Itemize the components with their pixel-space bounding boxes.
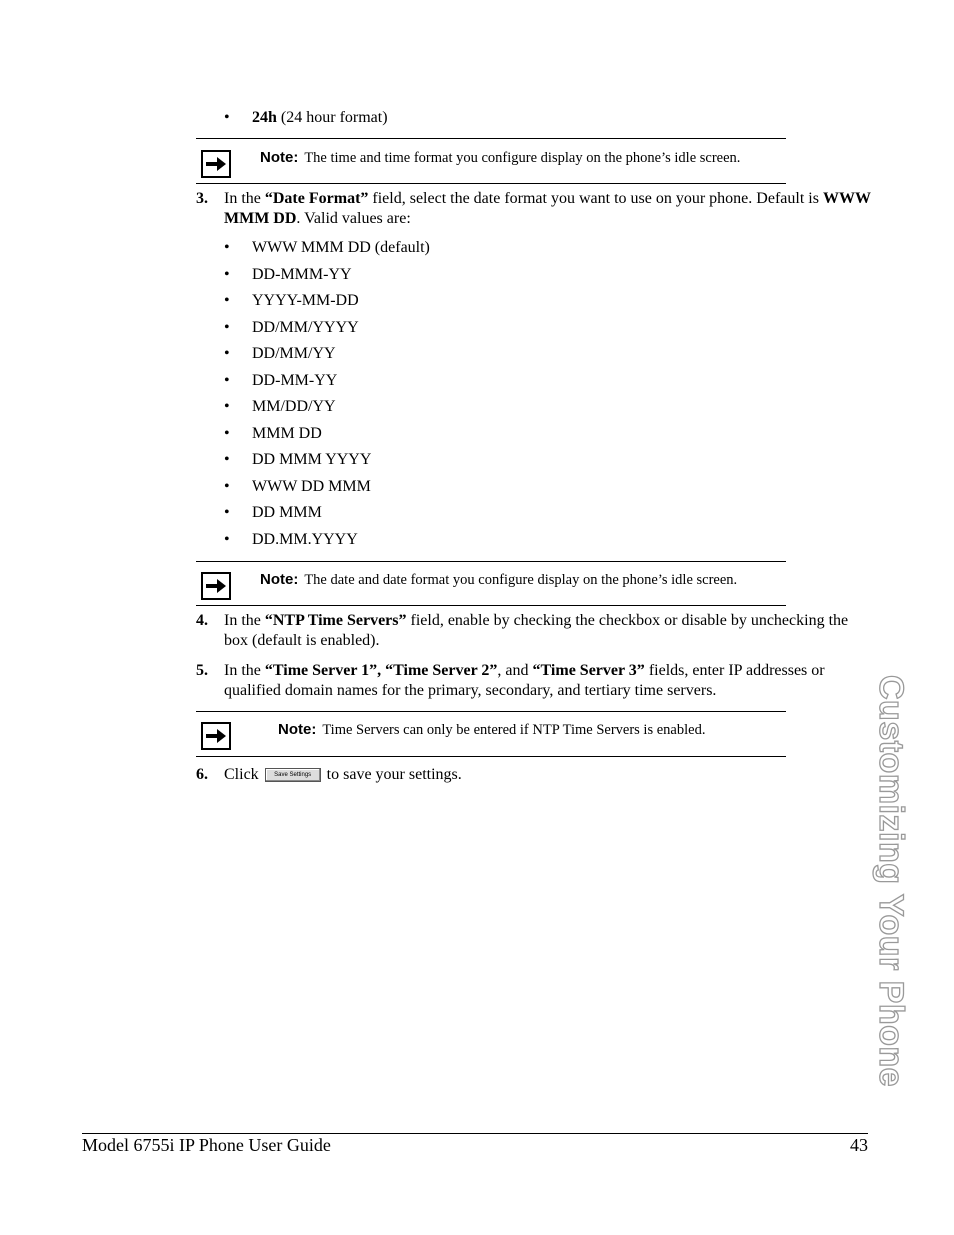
- list-item: • DD-MM-YY: [224, 371, 338, 389]
- step-text: In the “Time Server 1”, “Time Server 2”, and “Time Server 3” fields, enter IP addresses or qualified domain names for the primary, secondary, and tertiary time servers.: [224, 662, 825, 699]
- bullet-text: 24h (24 hour format): [252, 109, 388, 126]
- note-label: Note:: [278, 721, 317, 738]
- step-5: [196, 661, 876, 703]
- save-settings-button[interactable]: Save Settings: [265, 768, 321, 782]
- note-rule-top: [196, 138, 786, 139]
- list-item: • DD/MM/YYYY: [224, 318, 359, 336]
- arrow-icon: [201, 722, 231, 750]
- note-text: The time and time format you configure display on the phone’s idle screen.: [304, 150, 741, 166]
- list-item: • YYYY-MM-DD: [224, 292, 359, 309]
- list-item: • WWW MMM DD (default): [224, 239, 430, 256]
- list-item: • MM/DD/YY: [224, 398, 336, 415]
- list-item: • WWW DD MMM: [224, 477, 371, 495]
- step-number: 3.: [196, 190, 208, 207]
- arrow-icon: [201, 572, 231, 600]
- step-number: 4.: [196, 612, 208, 629]
- step-number: 5.: [196, 662, 208, 679]
- note-label: Note:: [260, 149, 299, 166]
- note-rule-bottom: [196, 756, 786, 757]
- list-item: • DD/MM/YY: [224, 345, 336, 362]
- list-item: • DD-MMM-YY: [224, 265, 352, 283]
- note-rule-bottom: [196, 183, 786, 184]
- list-item: • DD MMM: [224, 504, 322, 521]
- note-rule-bottom: [196, 605, 786, 606]
- arrow-icon: [201, 150, 231, 178]
- note-rule-top: [196, 711, 786, 712]
- footer-rule: [82, 1133, 868, 1134]
- note-rule-top: [196, 561, 786, 562]
- footer-title: Model 6755i IP Phone User Guide: [82, 1135, 331, 1155]
- step-text: Click Save Settings to save your settings.: [224, 766, 462, 783]
- note-time-servers: [278, 721, 705, 739]
- note-text: Time Servers can only be entered if NTP Time Servers is enabled.: [322, 722, 706, 738]
- step-3: [196, 189, 876, 231]
- step-text: In the “Date Format” field, select the date format you want to use on your phone. Default is WWW MMM DD. Valid values are:: [224, 190, 871, 227]
- note-date-format: [260, 571, 737, 589]
- date-format-list: [224, 238, 624, 558]
- note-time-format: [260, 149, 740, 167]
- step-text: In the “NTP Time Servers” field, enable by checking the checkbox or disable by unchecking the box (default is enabled).: [224, 612, 849, 649]
- page-number: 43: [850, 1135, 868, 1155]
- note-text: The date and date format you configure display on the phone’s idle screen.: [304, 572, 738, 588]
- step-4: [196, 611, 876, 653]
- side-tab-label: Customizing Your Phone: [872, 675, 910, 1088]
- note-label: Note:: [260, 571, 299, 588]
- side-tab: [868, 675, 908, 1110]
- step-number: 6.: [196, 766, 208, 783]
- step-6: [196, 765, 876, 787]
- bullet-dot: •: [224, 109, 230, 126]
- bullet-24h: [224, 108, 524, 128]
- list-item: • DD.MM.YYYY: [224, 530, 358, 548]
- list-item: • DD MMM YYYY: [224, 451, 372, 468]
- list-item: • MMM DD: [224, 424, 322, 442]
